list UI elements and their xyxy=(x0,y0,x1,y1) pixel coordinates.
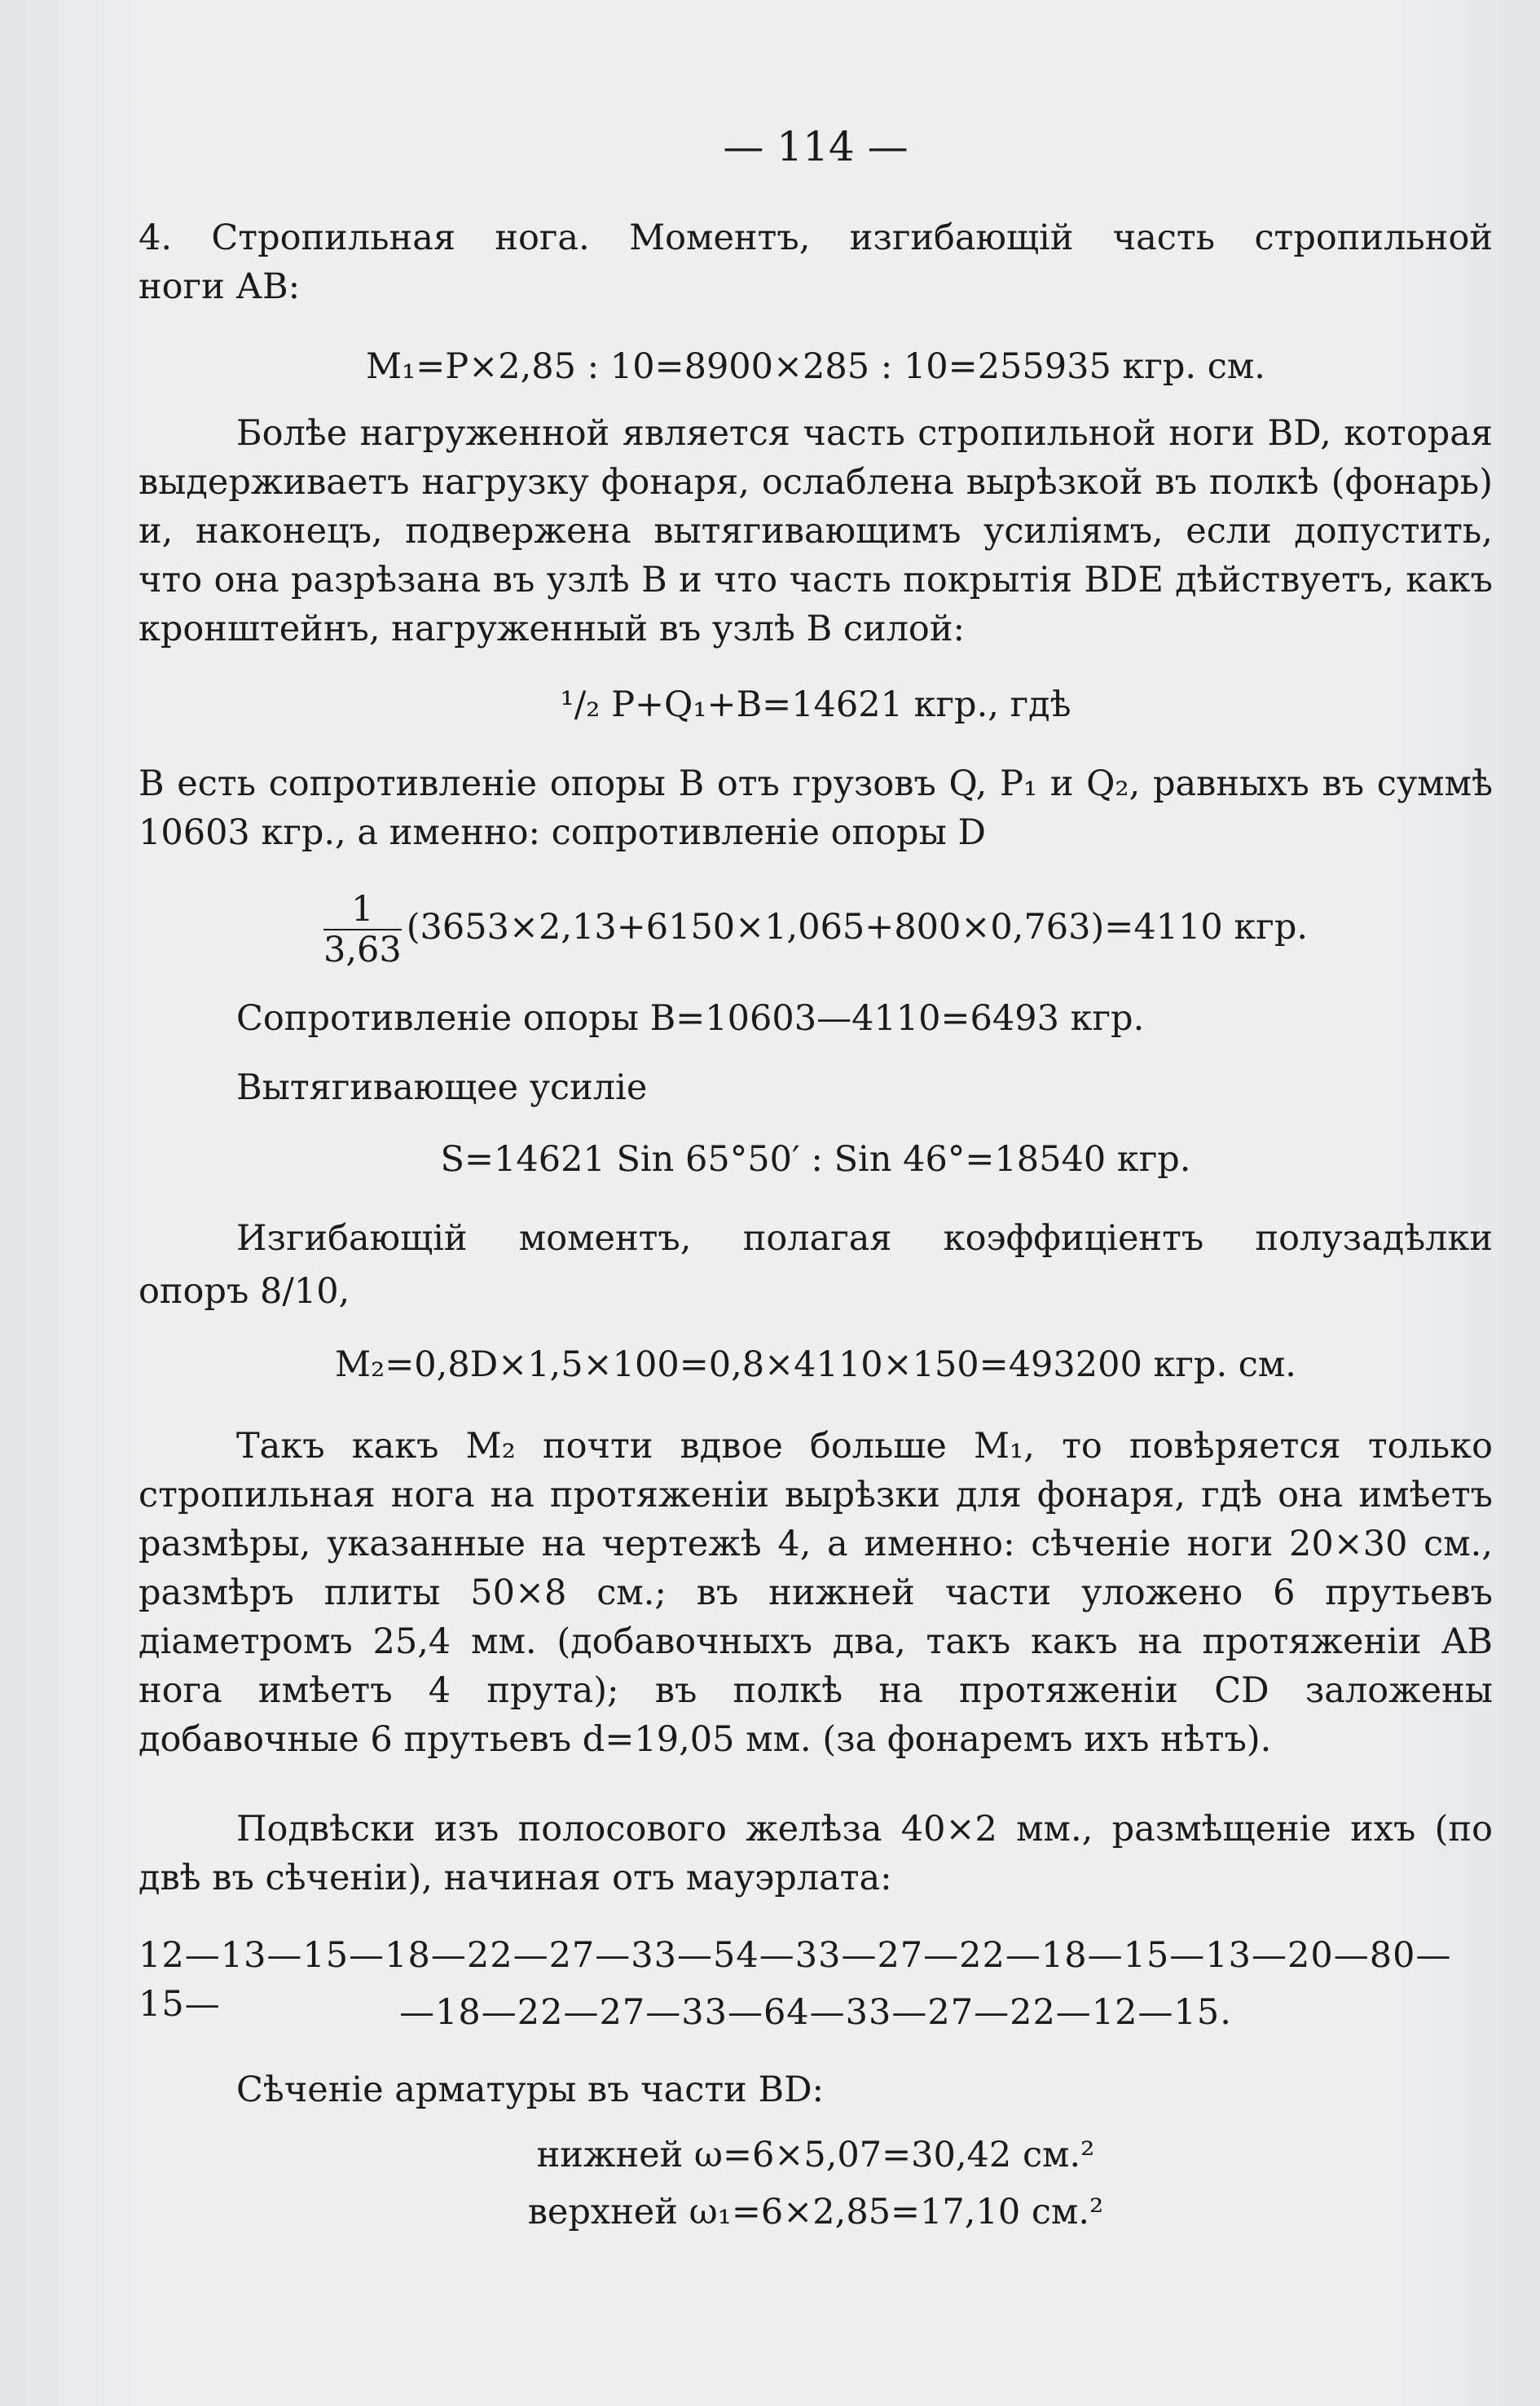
paragraph-1-line-1: 4. Стропильная нога. Моментъ, изгибающій часть стропильной xyxy=(139,218,1493,258)
fraction xyxy=(323,890,402,970)
fraction-denominator: 3,63 xyxy=(323,930,402,970)
equation-tension: S=14621 Sin 65°50′ : Sin 46°=18540 кгр. xyxy=(440,1139,1191,1180)
paragraph-6-line-1: Изгибающій моментъ, полагая коэффиціентъ полузадѣлки xyxy=(236,1218,1493,1259)
paragraph-4: Сопротивленіе опоры B=10603—4110=6493 кгр. xyxy=(236,998,1145,1039)
paragraph-7: Такъ какъ M₂ почти вдвое больше M₁, то повѣряется только стропильная нога на протяженіи вырѣзки для фонаря, гдѣ она имѣетъ размѣры, указанные на чертежѣ 4, а именно: сѣченіе ноги 20×30 см., размѣръ плиты 50×8 см.; въ нижней части уложено 6 прутьевъ діаметромъ 25,4 мм. (добавочныхъ два, такъ какъ на протяженіи AB нога имѣетъ 4 прута); въ полкѣ на протяженіи CD заложены добавочные 6 прутьевъ d=19,05 мм. (за фонаремъ ихъ нѣтъ). xyxy=(139,1426,1493,1760)
hanger-spacing-line-1: 12—13—15—18—22—27—33—54—33—27—22—18—15—13—20—80—15— xyxy=(139,1935,1452,2025)
equation-support-d-body: (3653×2,13+6150×1,065+800×0,763)=4110 кгр. xyxy=(406,907,1309,948)
page-number: — 114 — xyxy=(723,123,909,170)
hanger-spacing-line-2: —18—22—27—33—64—33—27—22—12—15. xyxy=(399,1992,1232,2033)
equation-upper-reinforcement: верхней ω₁=6×2,85=17,10 см.² xyxy=(527,2192,1104,2232)
paragraph-1-line-2: ноги АВ: xyxy=(139,266,301,307)
paragraph-2: Болѣе нагруженной является часть стропильной ноги BD, которая выдерживаетъ нагрузку фонаря, ослаблена вырѣзкой въ полкѣ (фонарь) и, наконецъ, подвержена вытягивающимъ усиліямъ, если допустить, что она разрѣзана въ узлѣ В и что часть покрытія BDE дѣйствуетъ, какъ кронштейнъ, нагруженный въ узлѣ В силой: xyxy=(139,413,1493,649)
equation-lower-reinforcement: нижней ω=6×5,07=30,42 см.² xyxy=(536,2135,1095,2175)
paragraph-6-line-2: опоръ 8/10, xyxy=(139,1271,350,1312)
fraction-numerator: 1 xyxy=(323,890,402,930)
paragraph-8: Подвѣски изъ полосового желѣза 40×2 мм., размѣщеніе ихъ (по двѣ въ сѣченіи), начиная отъ мауэрлата: xyxy=(139,1809,1493,1898)
paragraph-5: Вытягивающее усиліе xyxy=(236,1067,648,1108)
equation-support-d xyxy=(139,890,1493,970)
equation-force: ¹/₂ P+Q₁+B=14621 кгр., гдѣ xyxy=(560,684,1071,725)
paragraph-3: B есть сопротивленіе опоры В отъ грузовъ Q, P₁ и Q₂, равныхъ въ суммѣ 10603 кгр., а именно: сопротивленіе опоры D xyxy=(139,763,1493,853)
equation-m2: M₂=0,8D×1,5×100=0,8×4110×150=493200 кгр. см. xyxy=(335,1344,1296,1385)
paragraph-9: Сѣченіе арматуры въ части BD: xyxy=(236,2070,825,2110)
equation-m1: M₁=P×2,85 : 10=8900×285 : 10=255935 кгр. см. xyxy=(366,346,1265,387)
